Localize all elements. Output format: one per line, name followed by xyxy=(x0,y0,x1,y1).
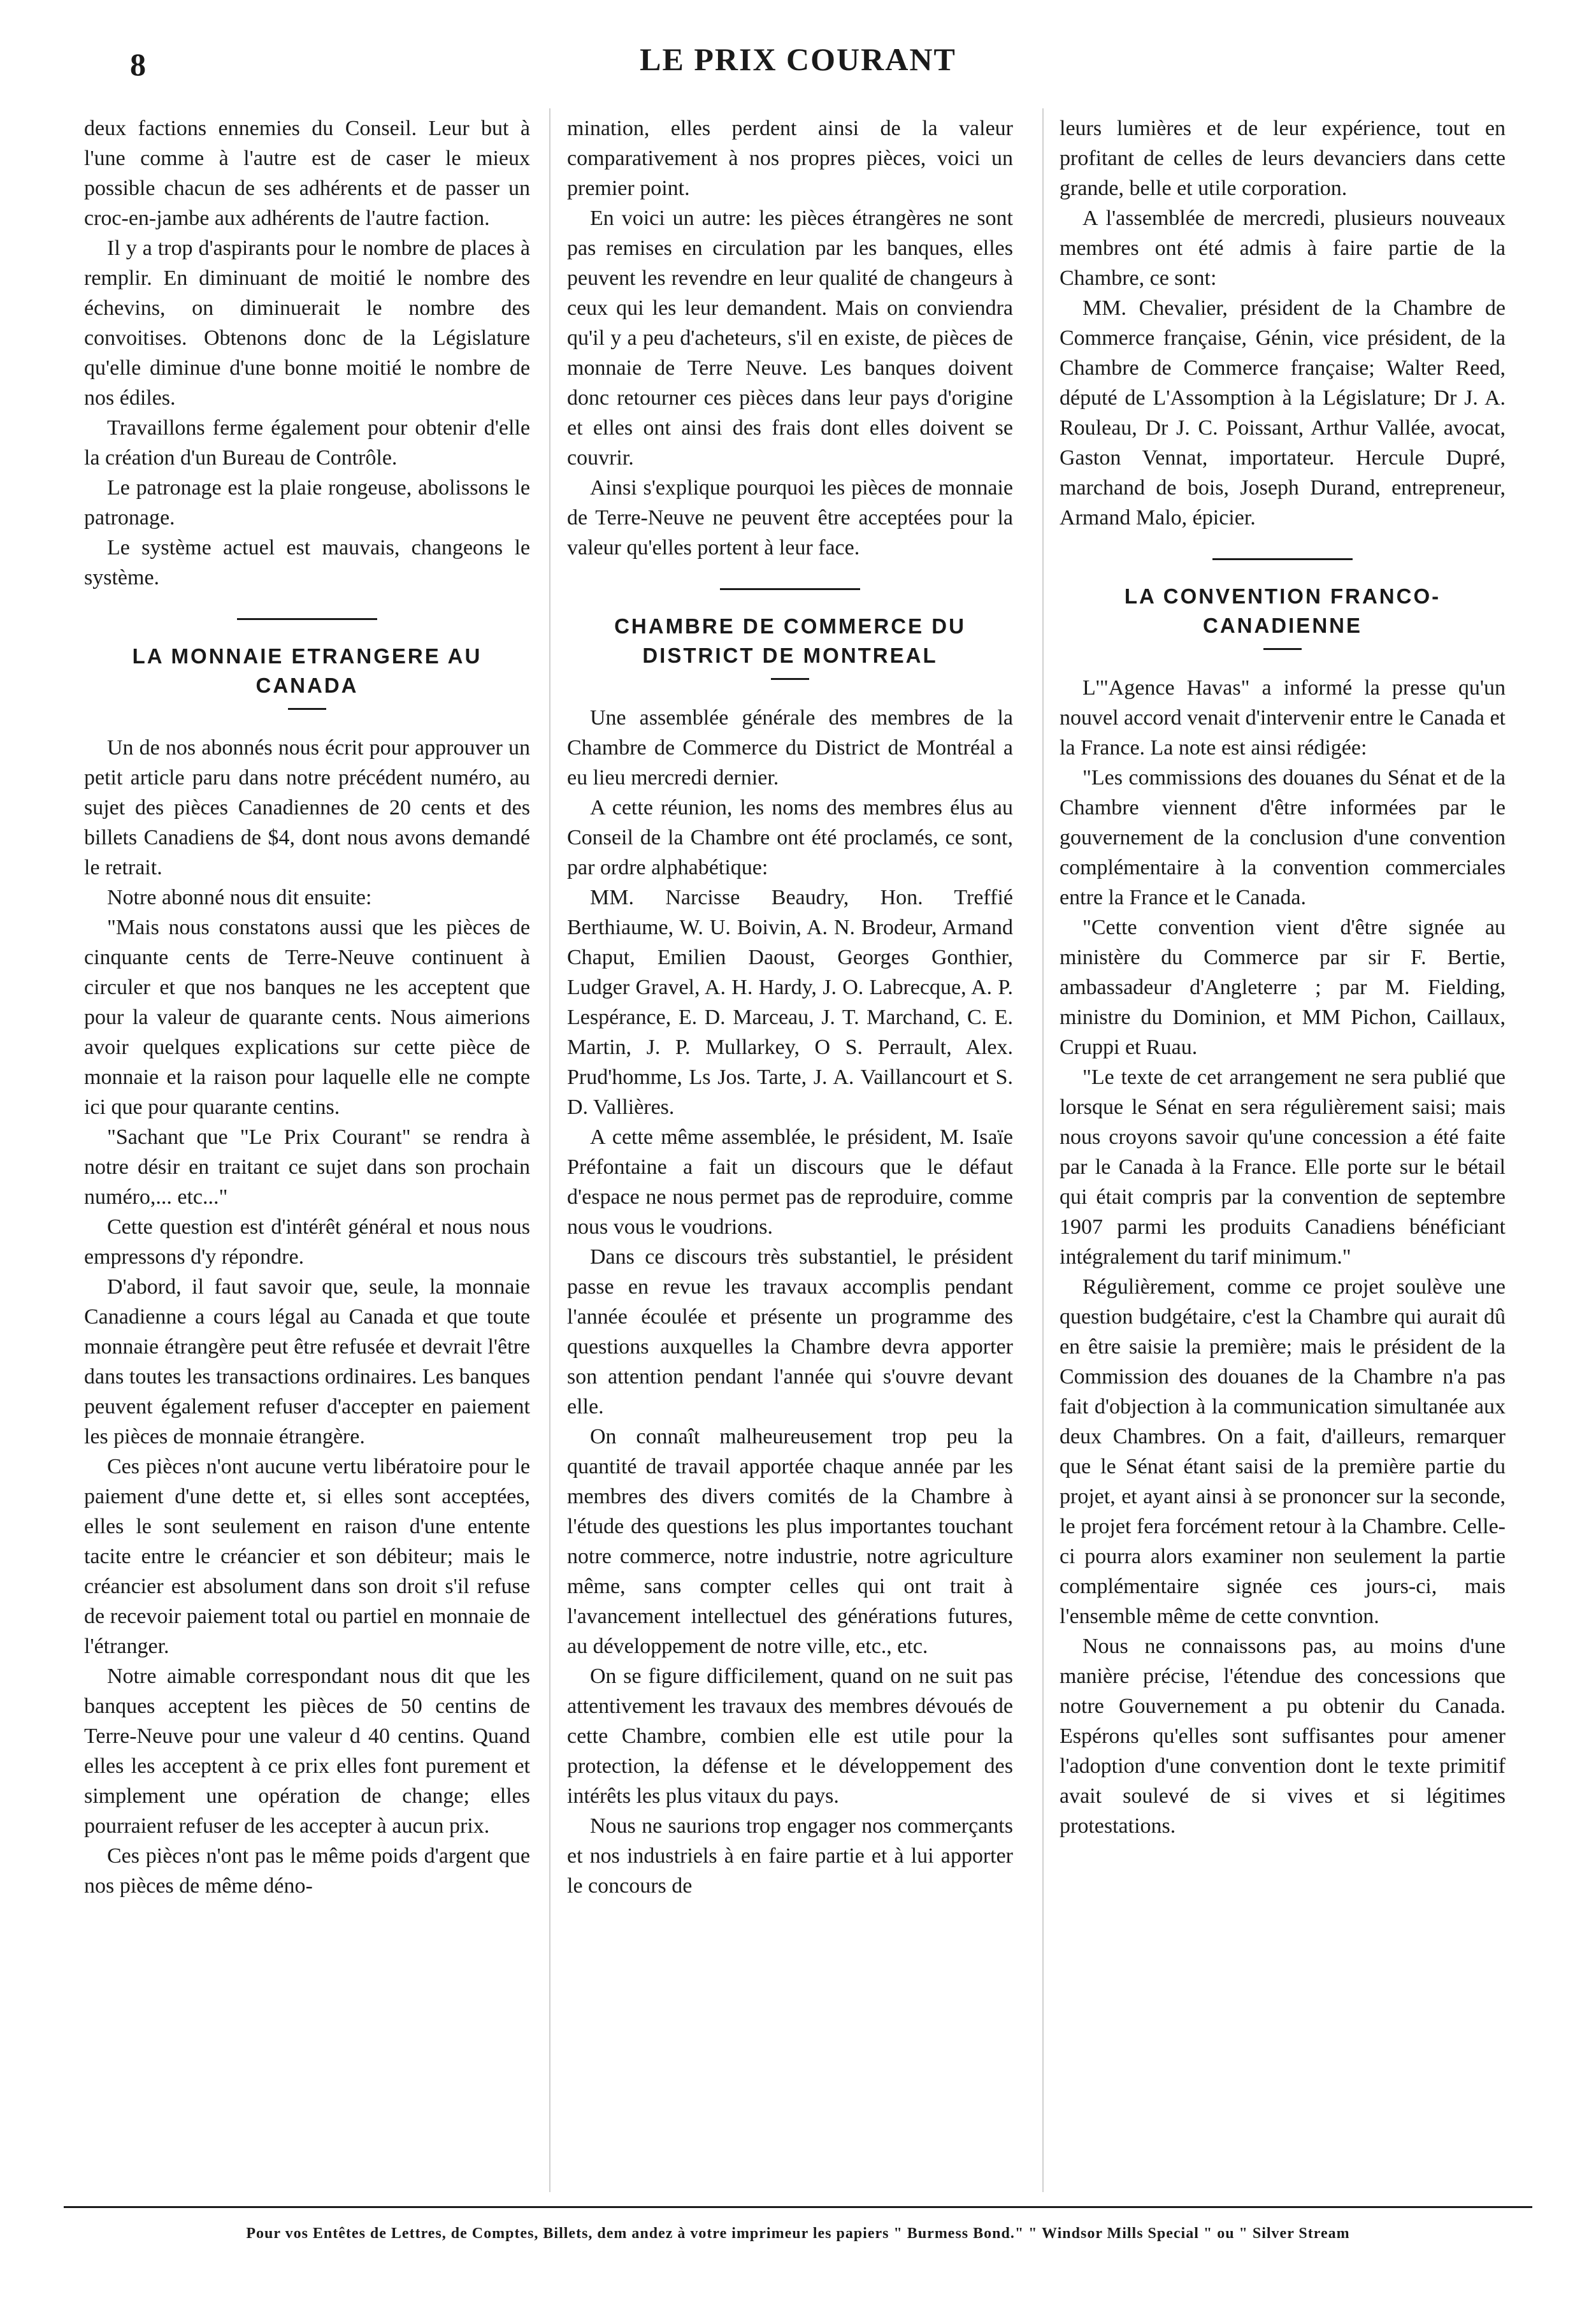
paragraph: Ainsi s'explique pourquoi les pièces de monnaie de Terre-Neuve ne peuvent être acceptées pour la valeur qu'elles portent à leur face. xyxy=(567,476,1013,559)
paragraph: leurs lumières et de leur expérience, tout en profitant de celles de leurs devanciers dans cette grande, belle et utile corporation. xyxy=(1060,117,1506,200)
paragraph: "Sachant que "Le Prix Courant" se rendra à notre désir en traitant ce sujet dans son prochain numéro,... etc..." xyxy=(84,1125,530,1209)
paragraph: deux factions ennemies du Conseil. Leur but à l'une comme à l'autre est de caser le mieux possible chacun de ses adhérents et de passer un croc-en-jambe aux adhérents de l'autre faction. xyxy=(84,117,530,230)
paragraph: Notre aimable correspondant nous dit que les banques acceptent les pièces de 50 centins de Terre-Neuve pour une valeur d 40 centins. Quand elles les acceptent à ce prix elles font purement et simplement une opération de change; elles pourraient refuser de les accepter à aucun prix. xyxy=(84,1664,530,1838)
paragraph: On se figure difficilement, quand on ne suit pas attentivement les travaux des membres dévoués de cette Chambre, combien elle est utile pour la protection, la défense et le développement des intérêts les plus vitaux du pays. xyxy=(567,1664,1013,1808)
paragraph: A l'assemblée de mercredi, plusieurs nouveaux membres ont été admis à faire partie de la Chambre, ce sont: xyxy=(1060,206,1506,290)
paragraph: mination, elles perdent ainsi de la valeur comparativement à nos propres pièces, voici un premier point. xyxy=(567,117,1013,200)
paragraph: A cette réunion, les noms des membres élus au Conseil de la Chambre ont été proclamés, ce sont, par ordre alphabétique: xyxy=(567,796,1013,879)
paragraph: Ces pièces n'ont pas le même poids d'argent que nos pièces de même déno- xyxy=(84,1844,530,1898)
section-divider xyxy=(720,588,860,590)
paragraph: Le système actuel est mauvais, changeons le système. xyxy=(84,536,530,589)
paragraph: Le patronage est la plaie rongeuse, abolissons le patronage. xyxy=(84,476,530,530)
paragraph: "Les commissions des douanes du Sénat et de la Chambre viennent d'être informées par le gouvernement de la conclusion d'une convention complémentaire à la convention commerciales entre la France et le Canada. xyxy=(1060,766,1506,909)
heading-underline xyxy=(771,678,809,680)
paragraph: "Le texte de cet arrangement ne sera publié que lorsque le Sénat en sera régulièrement saisi; mais nous croyons savoir qu'une concession a été faite par le Canada à la France. Elle porte sur le bétail qui était compris par la convention de septembre 1907 parmi les produits Canadiens bénéficiant intégralement du tarif minimum." xyxy=(1060,1065,1506,1269)
paragraph: En voici un autre: les pièces étrangères ne sont pas remises en circulation par les banques, elles peuvent les revendre en leur qualité de changeurs à ceux qui les leur demandent. Mais on conviendra qu'il y a peu d'acheteurs, s'il en existe, de pièces de monnaie de Terre Neuve. Les banques doivent donc retourner ces pièces dans leur pays d'origine et elles ont ainsi des frais dont elles doivent se couvrir. xyxy=(567,206,1013,470)
paragraph: Il y a trop d'aspirants pour le nombre de places à remplir. En diminuant de moitié le nombre des échevins, on diminuerait le nombre des convoitises. Obtenons donc de la Législature qu'elle diminue d'une bonne moitié le nombre de nos édiles. xyxy=(84,236,530,410)
paragraph: Nous ne saurions trop engager nos commerçants et nos industriels à en faire partie et à lui apporter le concours de xyxy=(567,1814,1013,1898)
paragraph: Notre abonné nous dit ensuite: xyxy=(107,886,372,909)
paragraph: "Mais nous constatons aussi que les pièces de cinquante cents de Terre-Neuve continuent à circuler et que nos banques ne les acceptent que pour la valeur de quarante cents. Nous aimerions avoir quelques explications sur cette pièce de monnaie et la raison pour laquelle elle ne compte ici que pour quarante centins. xyxy=(84,916,530,1119)
paragraph: Une assemblée générale des membres de la Chambre de Commerce du District de Montréal a eu lieu mercredi dernier. xyxy=(567,706,1013,790)
column-divider-left xyxy=(549,108,550,2192)
paragraph: Un de nos abonnés nous écrit pour approuver un petit article paru dans notre précédent numéro, au sujet des pièces Canadiennes de 20 cents et des billets Canadiens de $4, dont nous avons demandé le retrait. xyxy=(84,736,530,879)
column-2 xyxy=(567,113,1013,1901)
paragraph: Régulièrement, comme ce projet soulève une question budgétaire, c'est la Chambre qui aurait dû en être saisie la première; mais le président de la Commission des douanes de la Chambre n'a pas fait d'objection à la communication simultanée aux deux Chambres. On a fait, d'ailleurs, remarquer que le Sénat étant saisi de la première partie du projet, et ayant ainsi à se prononcer sur la seconde, le projet fera forcément retour à la Chambre. Celle-ci pourra alors examiner non seulement la partie complémentaire signée ces jours-ci, mais l'ensemble même de cette convntion. xyxy=(1060,1275,1506,1628)
paragraph: Cette question est d'intérêt général et nous nous empressons d'y répondre. xyxy=(84,1215,530,1269)
section-heading: CHAMBRE DE COMMERCE DU DISTRICT DE MONTREAL xyxy=(614,614,966,667)
paragraph: L'"Agence Havas" a informé la presse qu'un nouvel accord venait d'intervenir entre le Canada et la France. La note est ainsi rédigée: xyxy=(1060,676,1506,760)
paragraph: MM. Chevalier, président de la Chambre de Commerce française, Génin, vice président, de la Chambre de Commerce française; Walter Reed, député de L'Assomption à la Législature; Dr J. A. Rouleau, Dr J. C. Poissant, Arthur Vallée, avocat, Gaston Vennat, importateur. Hercule Dupré, marchand de bois, Joseph Durand, entrepreneur, Armand Malo, épicier. xyxy=(1060,296,1506,530)
page-number: 8 xyxy=(130,47,146,82)
section-heading: LA MONNAIE ETRANGERE AU CANADA xyxy=(132,644,482,697)
paragraph: On connaît malheureusement trop peu la quantité de travail apportée chaque année par les membres des divers comités de la Chambre à l'étude des questions les plus importantes touchant notre commerce, notre industrie, notre agriculture même, sans compter celles qui ont trait à l'avancement intellectuel des générations futures, au développement de notre ville, etc., etc. xyxy=(567,1425,1013,1658)
column-divider-right xyxy=(1042,108,1044,2192)
paragraph: A cette même assemblée, le président, M. Isaïe Préfontaine a fait un discours que le défaut d'espace ne nous permet pas de reproduire, comme nous vous le voudrions. xyxy=(567,1125,1013,1239)
column-1 xyxy=(84,113,530,1901)
paragraph: Dans ce discours très substantiel, le président passe en revue les travaux accomplis pendant l'année écoulée et présente un programme des questions auxquelles la Chambre devra apporter son attention pendant l'année qui s'ouvre devant elle. xyxy=(567,1245,1013,1418)
paragraph: Ces pièces n'ont aucune vertu libératoire pour le paiement d'une dette et, si elles sont acceptées, elles le sont seulement en raison d'une entente tacite entre le créancier et son débiteur; mais le créancier est absolument dans son droit s'il refuse de recevoir paiement total ou partiel en monnaie de l'étranger. xyxy=(84,1455,530,1658)
footer-divider xyxy=(64,2206,1532,2208)
paragraph: D'abord, il faut savoir que, seule, la monnaie Canadienne a cours légal au Canada et que toute monnaie étrangère peut être refusée et devrait l'être dans toutes les transactions ordinaires. Les banques peuvent également refuser d'accepter en paiement les pièces de monnaie étrangère. xyxy=(84,1275,530,1448)
paragraph: MM. Narcisse Beaudry, Hon. Treffié Berthiaume, W. U. Boivin, A. N. Brodeur, Armand Chaput, Emilien Daoust, Georges Gonthier, Ludger Gravel, A. H. Hardy, J. O. Labrecque, A. P. Lespérance, E. D. Marceau, J. T. Marchand, C. E. Martin, J. P. Mullarkey, O S. Perrault, Alex. Prud'homme, Ls Jos. Tarte, J. A. Vaillancourt et S. D. Vallières. xyxy=(567,886,1013,1119)
heading-underline xyxy=(288,708,326,710)
paragraph: Travaillons ferme également pour obtenir d'elle la création d'un Bureau de Contrôle. xyxy=(84,416,530,470)
column-3 xyxy=(1060,113,1506,1841)
section-divider xyxy=(1212,558,1353,560)
paragraph: Nous ne connaissons pas, au moins d'une manière précise, l'étendue des concessions que notre Gouvernement a pu obtenir du Canada. Espérons qu'elles sont suffisantes pour amener l'adoption d'une convention dont le texte primitif avait soulevé de si vives et si légitimes protestations. xyxy=(1060,1635,1506,1838)
section-divider xyxy=(237,618,377,620)
page-title: LE PRIX COURANT xyxy=(640,41,956,77)
paragraph: "Cette convention vient d'être signée au ministère du Commerce par sir F. Bertie, ambassadeur d'Angleterre ; par M. Fielding, ministre du Dominion, et MM Pichon, Caillaux, Cruppi et Ruau. xyxy=(1060,916,1506,1059)
heading-underline xyxy=(1263,648,1302,650)
section-heading: LA CONVENTION FRANCO-CANADIENNE xyxy=(1124,584,1441,637)
footer-advertisement: Pour vos Entêtes de Lettres, de Comptes, Billets, dem andez à votre imprimeur les papiers " Burmess Bond." " Windsor Mills Special " ou " Silver Stream xyxy=(246,2225,1350,2242)
